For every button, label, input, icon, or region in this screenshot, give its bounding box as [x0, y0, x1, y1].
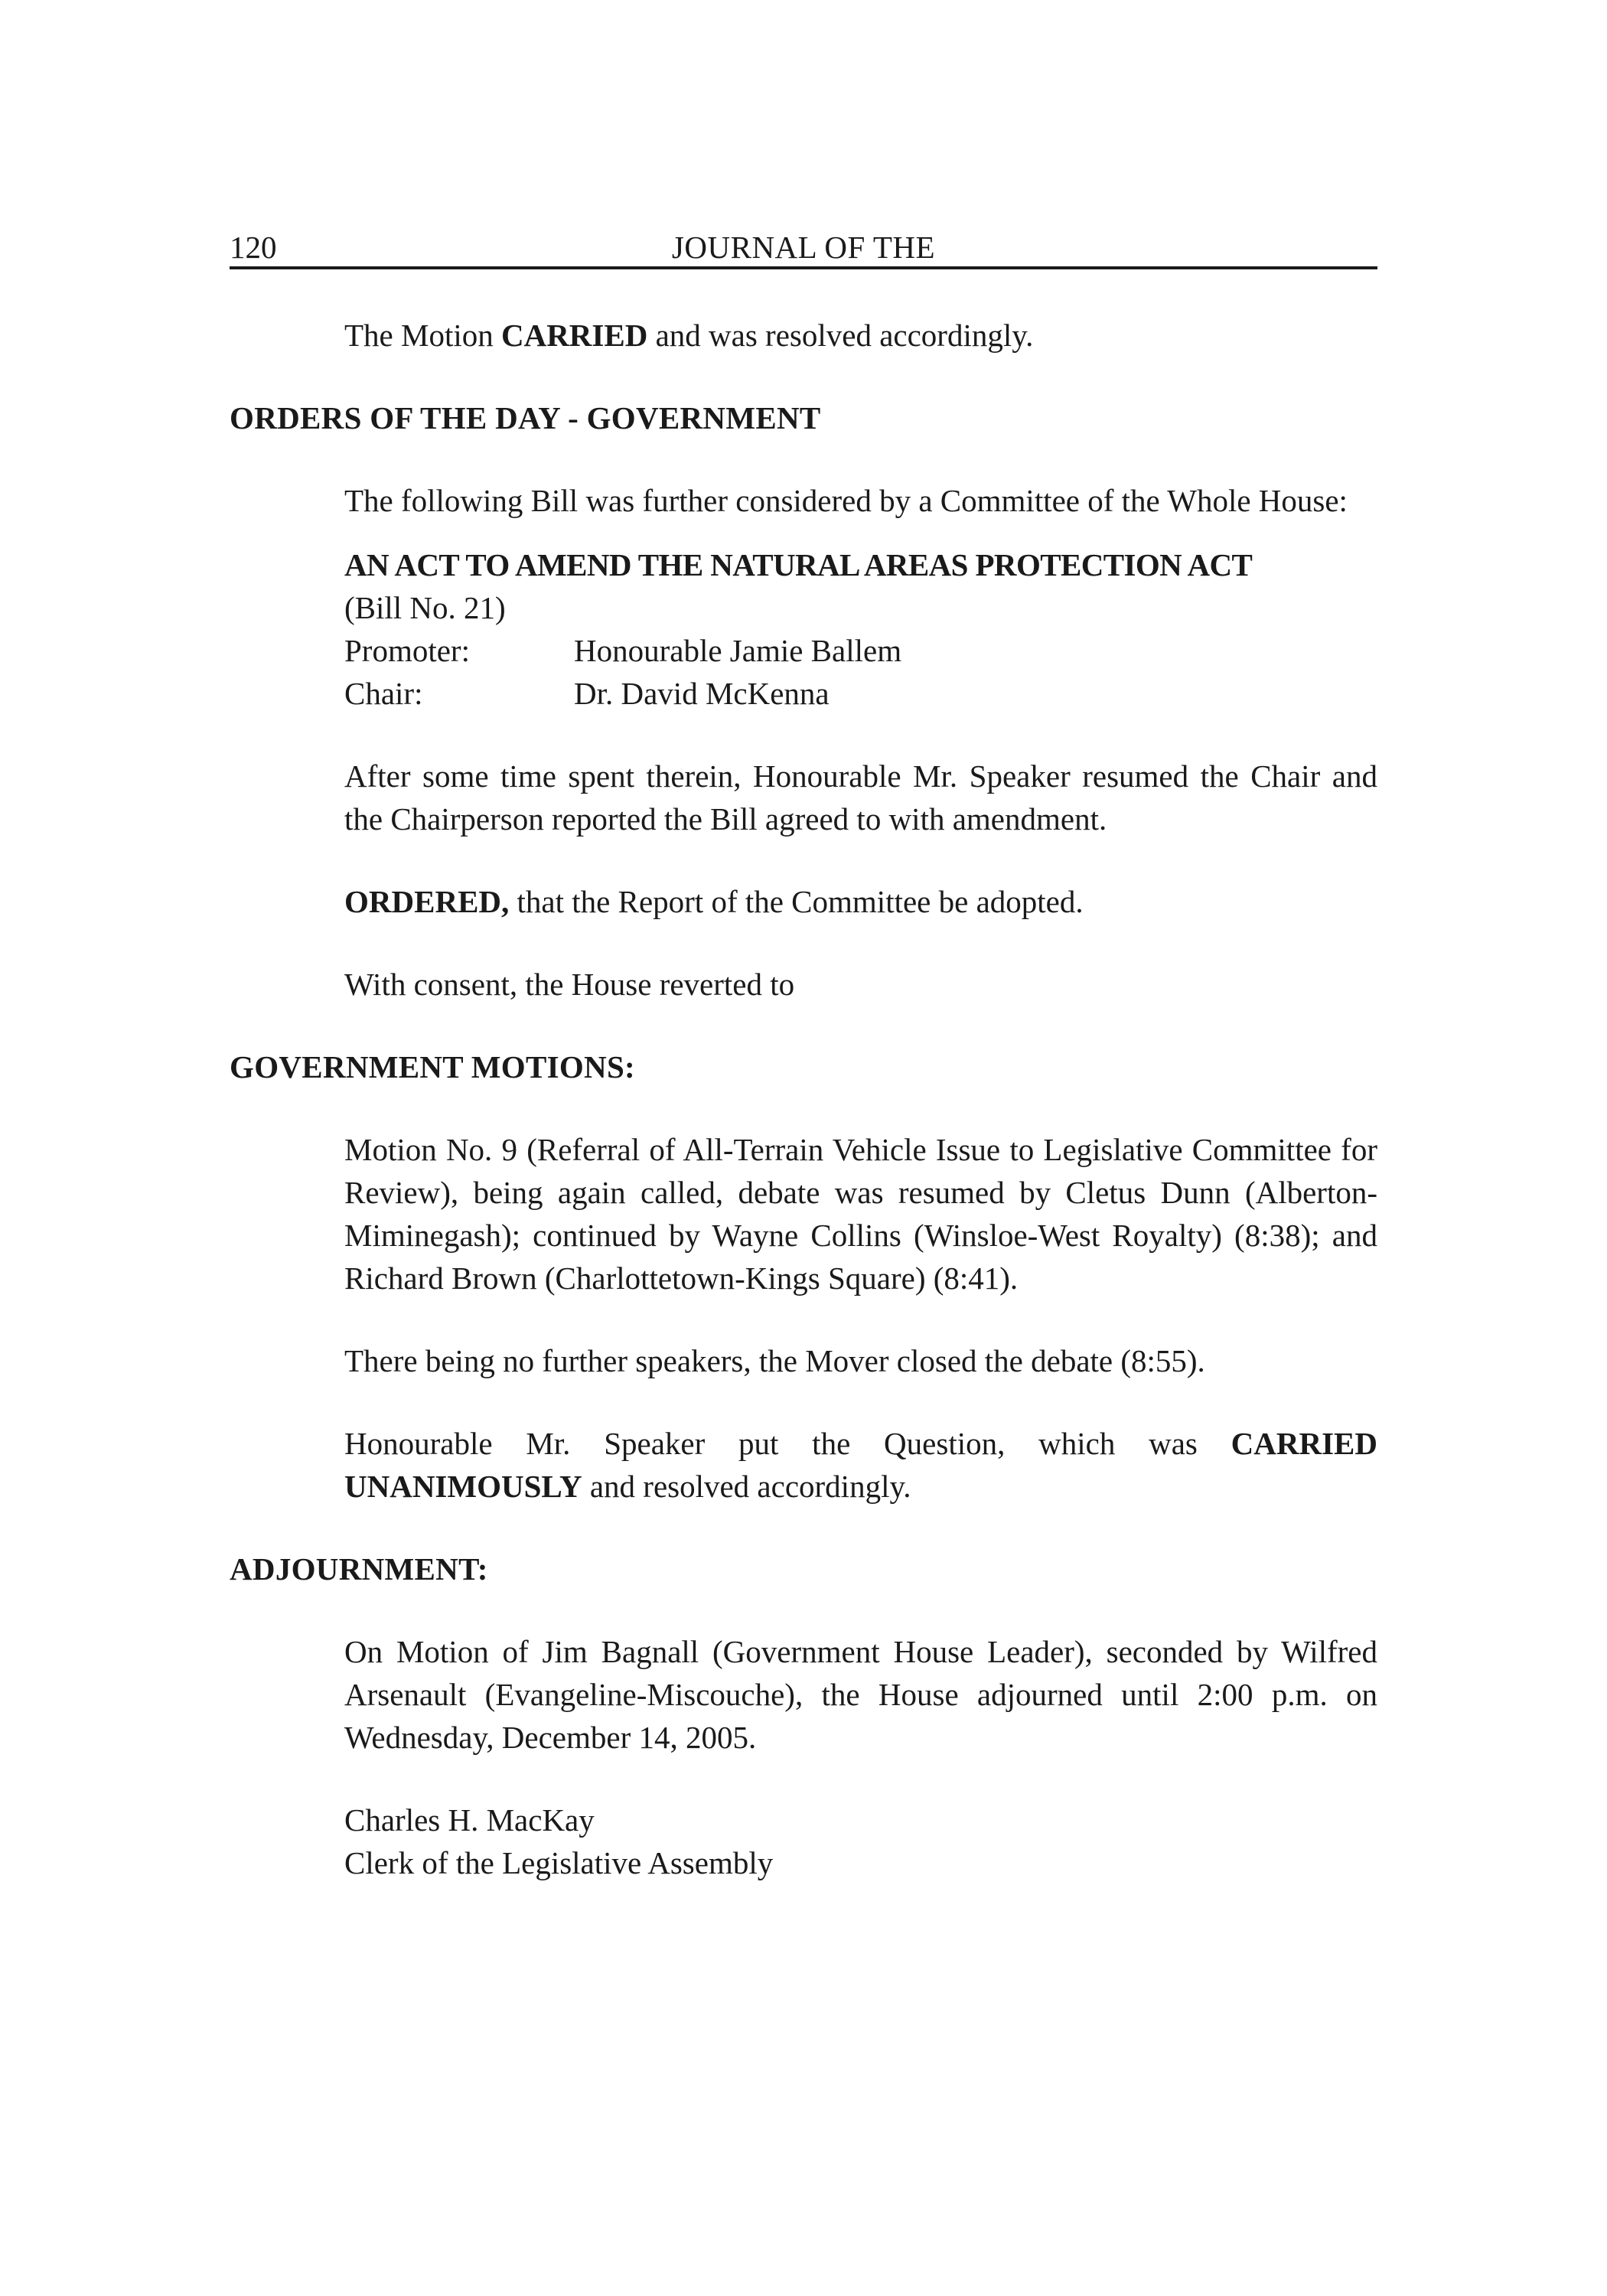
- chair-name: Dr. David McKenna: [574, 676, 830, 711]
- clerk-title: Clerk of the Legislative Assembly: [344, 1845, 774, 1880]
- signature-block: [344, 1799, 1377, 1884]
- promoter-name: Honourable Jamie Ballem: [574, 633, 902, 668]
- motion-9-paragraph: Motion No. 9 (Referral of All-Terrain Vehicle Issue to Legislative Committee for Review), being again called, debate was resumed by Cletus Dunn (Alberton-Miminegash); continued by Wayne Collins (Winsloe-West Royalty) (8:38); and Richard Brown (Charlottetown-Kings Square) (8:41).: [344, 1132, 1377, 1296]
- motion-result-text: The Motion: [344, 318, 501, 353]
- clerk-name: Charles H. MacKay: [344, 1802, 595, 1838]
- promoter-label: Promoter:: [344, 633, 470, 668]
- committee-report: After some time spent therein, Honourable Mr. Speaker resumed the Chair and the Chairperson reported the Bill agreed to with amendment.: [344, 758, 1377, 837]
- adjournment-paragraph: On Motion of Jim Bagnall (Government House Leader), seconded by Wilfred Arsenault (Evangeline-Miscouche), the House adjourned until 2:00 p.m. on Wednesday, December 14, 2005.: [344, 1634, 1377, 1755]
- motions-heading: GOVERNMENT MOTIONS:: [230, 1049, 636, 1084]
- chair-row: [344, 672, 1377, 715]
- ordered-keyword: ORDERED,: [344, 884, 510, 919]
- chair-label: Chair:: [344, 676, 423, 711]
- ordered-text: that the Report of the Committee be adopted.: [509, 884, 1084, 919]
- ordered-paragraph: [344, 880, 1377, 923]
- motion-result: [344, 314, 1377, 357]
- promoter-row: [344, 629, 1377, 672]
- bill-intro: The following Bill was further considered by a Committee of the Whole House:: [344, 483, 1348, 518]
- question-result: CARRIED UNANIMOUSLY: [344, 1426, 1377, 1504]
- adjournment-heading: ADJOURNMENT:: [230, 1551, 488, 1587]
- bill-number: (Bill No. 21): [344, 590, 506, 625]
- bill-details: [344, 543, 1377, 715]
- journal-title: JOURNAL OF THE: [671, 230, 936, 265]
- motion-result-text-end: and was resolved accordingly.: [647, 318, 1034, 353]
- page-number: 120: [230, 230, 277, 265]
- no-speakers-paragraph: There being no further speakers, the Mover closed the debate (8:55).: [344, 1343, 1205, 1378]
- question-paragraph: [344, 1422, 1377, 1508]
- bill-title: AN ACT TO AMEND THE NATURAL AREAS PROTECTION ACT: [344, 547, 1253, 582]
- orders-heading: ORDERS OF THE DAY - GOVERNMENT: [230, 400, 821, 435]
- question-text-end: and resolved accordingly.: [582, 1469, 911, 1504]
- reverted-paragraph: With consent, the House reverted to: [344, 967, 795, 1002]
- motion-result-status: CARRIED: [500, 318, 648, 353]
- running-head: [230, 228, 1377, 269]
- question-text: Honourable Mr. Speaker put the Question, which was: [344, 1426, 1231, 1461]
- journal-content: [230, 314, 1377, 1884]
